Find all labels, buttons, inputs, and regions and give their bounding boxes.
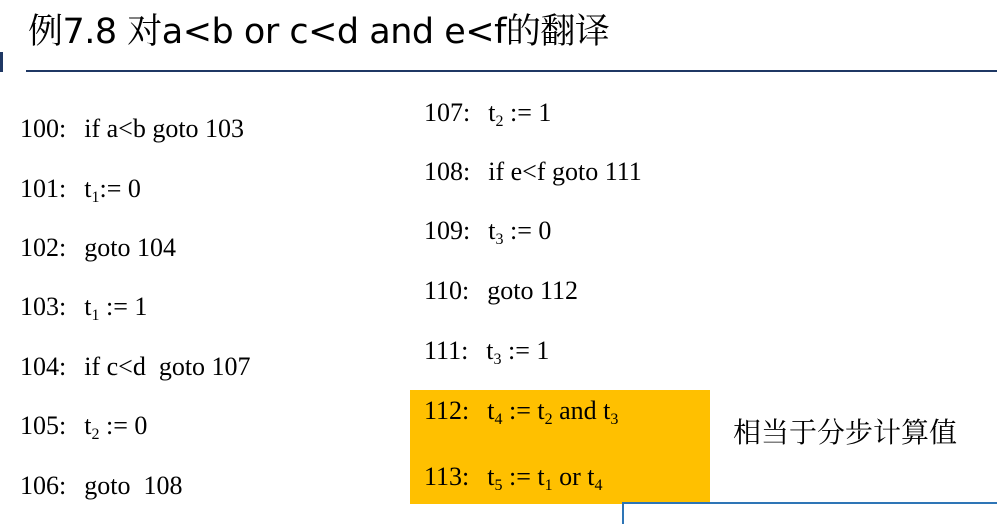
line-text: goto 112 <box>487 276 579 305</box>
line-text: or t <box>552 462 595 491</box>
var-name: t <box>487 396 495 425</box>
line-number: 100: <box>20 114 67 143</box>
code-line-107 <box>424 96 551 130</box>
line-text: := 0 <box>503 216 552 245</box>
var-subscript: 2 <box>544 411 553 428</box>
line-text: := 1 <box>99 292 148 321</box>
var-name: t <box>84 411 92 440</box>
var-name: t <box>488 98 496 127</box>
title-accent-mark <box>0 52 3 72</box>
line-text: if a<b goto 103 <box>84 114 245 143</box>
code-line-105 <box>20 409 147 443</box>
var-name: t <box>488 216 496 245</box>
var-subscript: 3 <box>493 351 502 368</box>
line-number: 112: <box>424 396 470 425</box>
line-text: := 1 <box>501 336 550 365</box>
line-text: if c<d goto 107 <box>84 352 251 381</box>
line-text: := t <box>502 396 545 425</box>
var-subscript: 4 <box>494 411 503 428</box>
line-number: 111: <box>424 336 469 365</box>
line-text: := 1 <box>503 98 552 127</box>
callout-box-edge <box>622 502 997 524</box>
line-number: 110: <box>424 276 470 305</box>
var-subscript: 4 <box>594 477 603 494</box>
code-line-103 <box>20 290 147 324</box>
var-name: t <box>486 336 494 365</box>
code-line-104 <box>20 350 251 384</box>
var-name: t <box>84 292 92 321</box>
line-text: and t <box>552 396 611 425</box>
var-subscript: 3 <box>610 411 619 428</box>
title-divider <box>26 70 997 72</box>
line-number: 101: <box>20 174 67 203</box>
line-text: := t <box>502 462 545 491</box>
code-line-112 <box>424 394 618 428</box>
var-subscript: 1 <box>544 477 553 494</box>
code-line-101 <box>20 172 141 206</box>
var-subscript: 1 <box>91 307 100 324</box>
code-line-113 <box>424 460 603 494</box>
code-line-108 <box>424 155 642 189</box>
code-line-102 <box>20 231 176 265</box>
var-name: t <box>487 462 495 491</box>
line-number: 104: <box>20 352 67 381</box>
line-text: goto 108 <box>84 471 183 500</box>
var-subscript: 2 <box>495 113 504 130</box>
var-subscript: 3 <box>495 231 504 248</box>
code-line-109 <box>424 214 551 248</box>
line-number: 108: <box>424 157 471 186</box>
var-subscript: 5 <box>494 477 503 494</box>
line-number: 107: <box>424 98 471 127</box>
line-number: 105: <box>20 411 67 440</box>
annotation-note: 相当于分步计算值 <box>733 416 958 449</box>
line-text: goto 104 <box>84 233 176 262</box>
line-number: 113: <box>424 462 470 491</box>
code-line-106 <box>20 469 182 503</box>
line-text: if e<f goto 111 <box>488 157 642 186</box>
var-name: t <box>84 174 92 203</box>
slide-title: 例7.8 对a<b or c<d and e<f的翻译 <box>28 12 610 52</box>
line-text: := 0 <box>99 411 148 440</box>
line-number: 102: <box>20 233 67 262</box>
var-subscript: 1 <box>91 189 100 206</box>
line-number: 103: <box>20 292 67 321</box>
line-text: := 0 <box>99 174 141 203</box>
var-subscript: 2 <box>91 426 100 443</box>
line-number: 109: <box>424 216 471 245</box>
code-line-110 <box>424 274 578 308</box>
line-number: 106: <box>20 471 67 500</box>
code-line-111 <box>424 334 549 368</box>
code-line-100 <box>20 112 244 146</box>
